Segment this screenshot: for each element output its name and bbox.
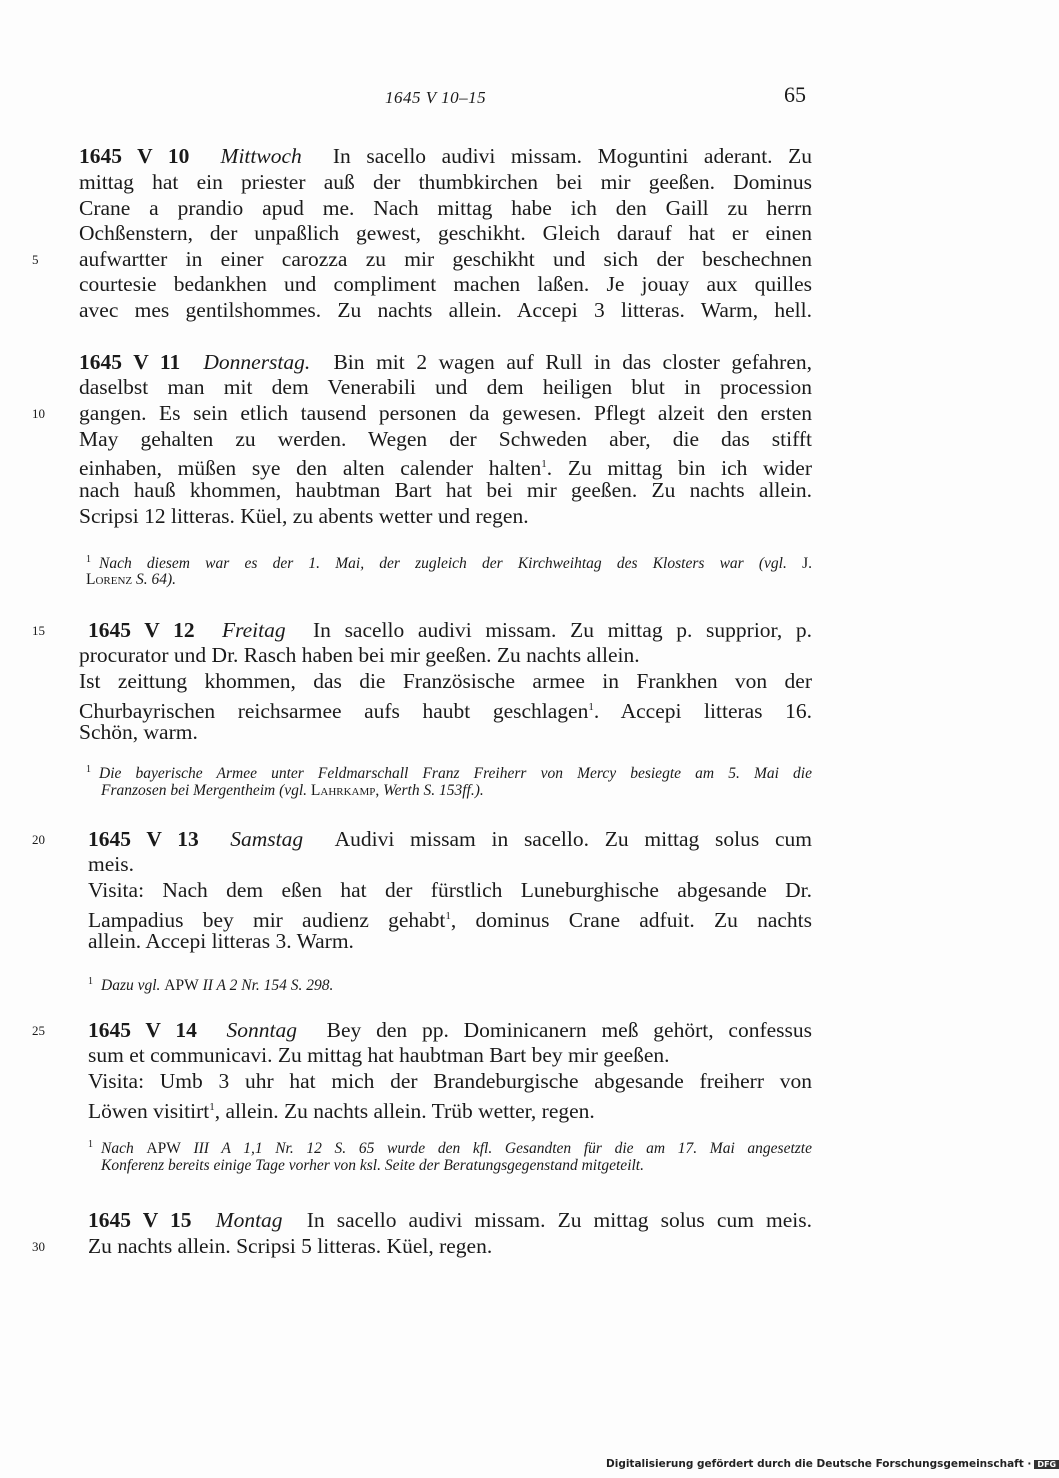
entry-weekday: Freitag <box>221 618 286 642</box>
text-line: May gehalten zu werden. Wegen der Schweden aber, die das stifft <box>79 427 812 451</box>
footnote: $^1$ Die bayerische Armee unter Feldmarschall Franz Freiherr von Mercy besiegte am 5. Mai die <box>86 764 812 783</box>
text-line: nach hauß khommen, haubtman Bart hat bei mir geeßen. Zu nachts allein. <box>79 478 812 502</box>
entry-date: 1645 V 11 <box>79 350 181 374</box>
footnote-reference: 1 <box>209 1101 215 1113</box>
footnote-reference: 1 <box>541 458 547 470</box>
text-line: mittag hat ein priester auß der thumbkirchen bei mir geeßen. Dominus <box>79 170 812 194</box>
text-line: Ist zeittung khommen, das die Französische armee in Frankhen von der <box>79 669 812 693</box>
running-head: 1645 V 10–15 <box>385 88 487 107</box>
line-number: 15 <box>32 623 45 638</box>
footnote: Franzosen bei Mergentheim (vgl. Lahrkamp, Werth S. 153ff.). <box>101 782 484 799</box>
line-number: 25 <box>32 1023 45 1038</box>
text-line: Lampadius bey mir audienz gehabt$^1$, dominus Crane adfuit. Zu nachts <box>88 908 812 933</box>
footnote: $^1$ Nach diesem war es der 1. Mai, der zugleich der Kirchweihtag des Klosters war (vgl. J. <box>86 554 812 573</box>
text-line: meis. <box>88 852 134 876</box>
entry-weekday: Mittwoch <box>220 144 302 168</box>
page-number: 65 <box>784 82 806 107</box>
entry-date: 1645 V 13 <box>88 827 199 851</box>
entry-weekday: Samstag <box>230 827 304 851</box>
text-line: 1645 V 13 Samstag Audivi missam in sacello. Zu mittag solus cum <box>88 827 813 851</box>
text-line: 1645 V 14 Sonntag Bey den pp. Dominicanern meß gehört, confessus <box>88 1018 813 1042</box>
text-line: Crane a prandio apud me. Nach mittag habe ich den Gaill zu herrn <box>79 196 812 220</box>
text-line: Löwen visitirt$^1$, allein. Zu nachts allein. Trüb wetter, regen. <box>88 1099 595 1124</box>
entry-date: 1645 V 14 <box>88 1018 197 1042</box>
entry-date: 1645 V 10 <box>79 144 190 168</box>
entry-weekday: Donnerstag. <box>203 350 311 374</box>
text-line: daselbst man mit dem Venerabili und dem heiligen blut in procession <box>79 375 812 399</box>
footnote: $^1$ Dazu vgl. APW II A 2 Nr. 154 S. 298. <box>88 976 334 995</box>
dfg-logo: DFG <box>1034 1460 1059 1469</box>
entry-weekday: Montag <box>215 1208 283 1232</box>
line-number: 30 <box>32 1239 45 1254</box>
line-number: 20 <box>32 832 45 847</box>
text-line: 1645 V 11 Donnerstag. Bin mit 2 wagen auf Rull in das closter gefahren, <box>79 350 812 374</box>
line-number: 5 <box>32 252 39 267</box>
text-line: Ochßenstern, der unpaßlich gewest, geschikht. Gleich darauf hat er einen <box>79 221 812 245</box>
text-line: Churbayrischen reichsarmee aufs haubt geschlagen$^1$. Accepi litteras 16. <box>79 699 812 724</box>
text-line: courtesie bedankhen und compliment machen laßen. Je jouay aux quilles <box>79 272 812 296</box>
text-line: gangen. Es sein etlich tausend personen da gewesen. Pflegt alzeit den ersten <box>79 401 812 425</box>
text-line: Scripsi 12 litteras. Küel, zu abents wetter und regen. <box>79 504 529 528</box>
digitization-credit: Digitalisierung gefördert durch die Deutsche Forschungsgemeinschaft · DFG <box>606 1458 1059 1470</box>
text-line: 1645 V 12 Freitag In sacello audivi missam. Zu mittag p. supprior, p. <box>88 618 813 642</box>
footnote-reference: 1 <box>445 910 451 922</box>
entry-date: 1645 V 15 <box>88 1208 192 1232</box>
text-line: einhaben, müßen sye den alten calender halten$^1$. Zu mittag bin ich wider <box>79 456 812 481</box>
entry-weekday: Sonntag <box>226 1018 298 1042</box>
entry-date: 1645 V 12 <box>88 618 195 642</box>
text-line: allein. Accepi litteras 3. Warm. <box>88 929 354 953</box>
text-line: 1645 V 15 Montag In sacello audivi missam. Zu mittag solus cum meis. <box>88 1208 812 1232</box>
footnote-reference: 1 <box>588 701 594 713</box>
text-line: Visita: Umb 3 uhr hat mich der Brandeburgische abgesande freiherr von <box>88 1069 812 1093</box>
text-line: Zu nachts allein. Scripsi 5 litteras. Küel, regen. <box>88 1234 493 1258</box>
footnote: Konferenz bereits einige Tage vorher von ksl. Seite der Beratungsgegenstand mitgeteilt. <box>101 1157 644 1174</box>
text-line: procurator und Dr. Rasch haben bei mir geeßen. Zu nachts allein. <box>79 643 640 667</box>
text-line: Visita: Nach dem eßen hat der fürstlich Luneburghische abgesande Dr. <box>88 878 812 902</box>
text-line: avec mes gentilshommes. Zu nachts allein. Accepi 3 litteras. Warm, hell. <box>79 298 812 322</box>
footnote: $^1$ Nach APW III A 1,1 Nr. 12 S. 65 wurde den kfl. Gesandten für die am 17. Mai angesetzte <box>88 1139 812 1158</box>
text-line: 1645 V 10 Mittwoch In sacello audivi missam. Moguntini aderant. Zu <box>79 144 813 168</box>
footnote: Lorenz S. 64). <box>86 571 177 588</box>
text-line: sum et communicavi. Zu mittag hat haubtman Bart bey mir geeßen. <box>88 1043 670 1067</box>
text-line: aufwartter in einer carozza zu mir geschikht und sich der beschechnen <box>79 247 812 271</box>
line-number: 10 <box>32 406 45 421</box>
text-line: Schön, warm. <box>79 720 198 744</box>
